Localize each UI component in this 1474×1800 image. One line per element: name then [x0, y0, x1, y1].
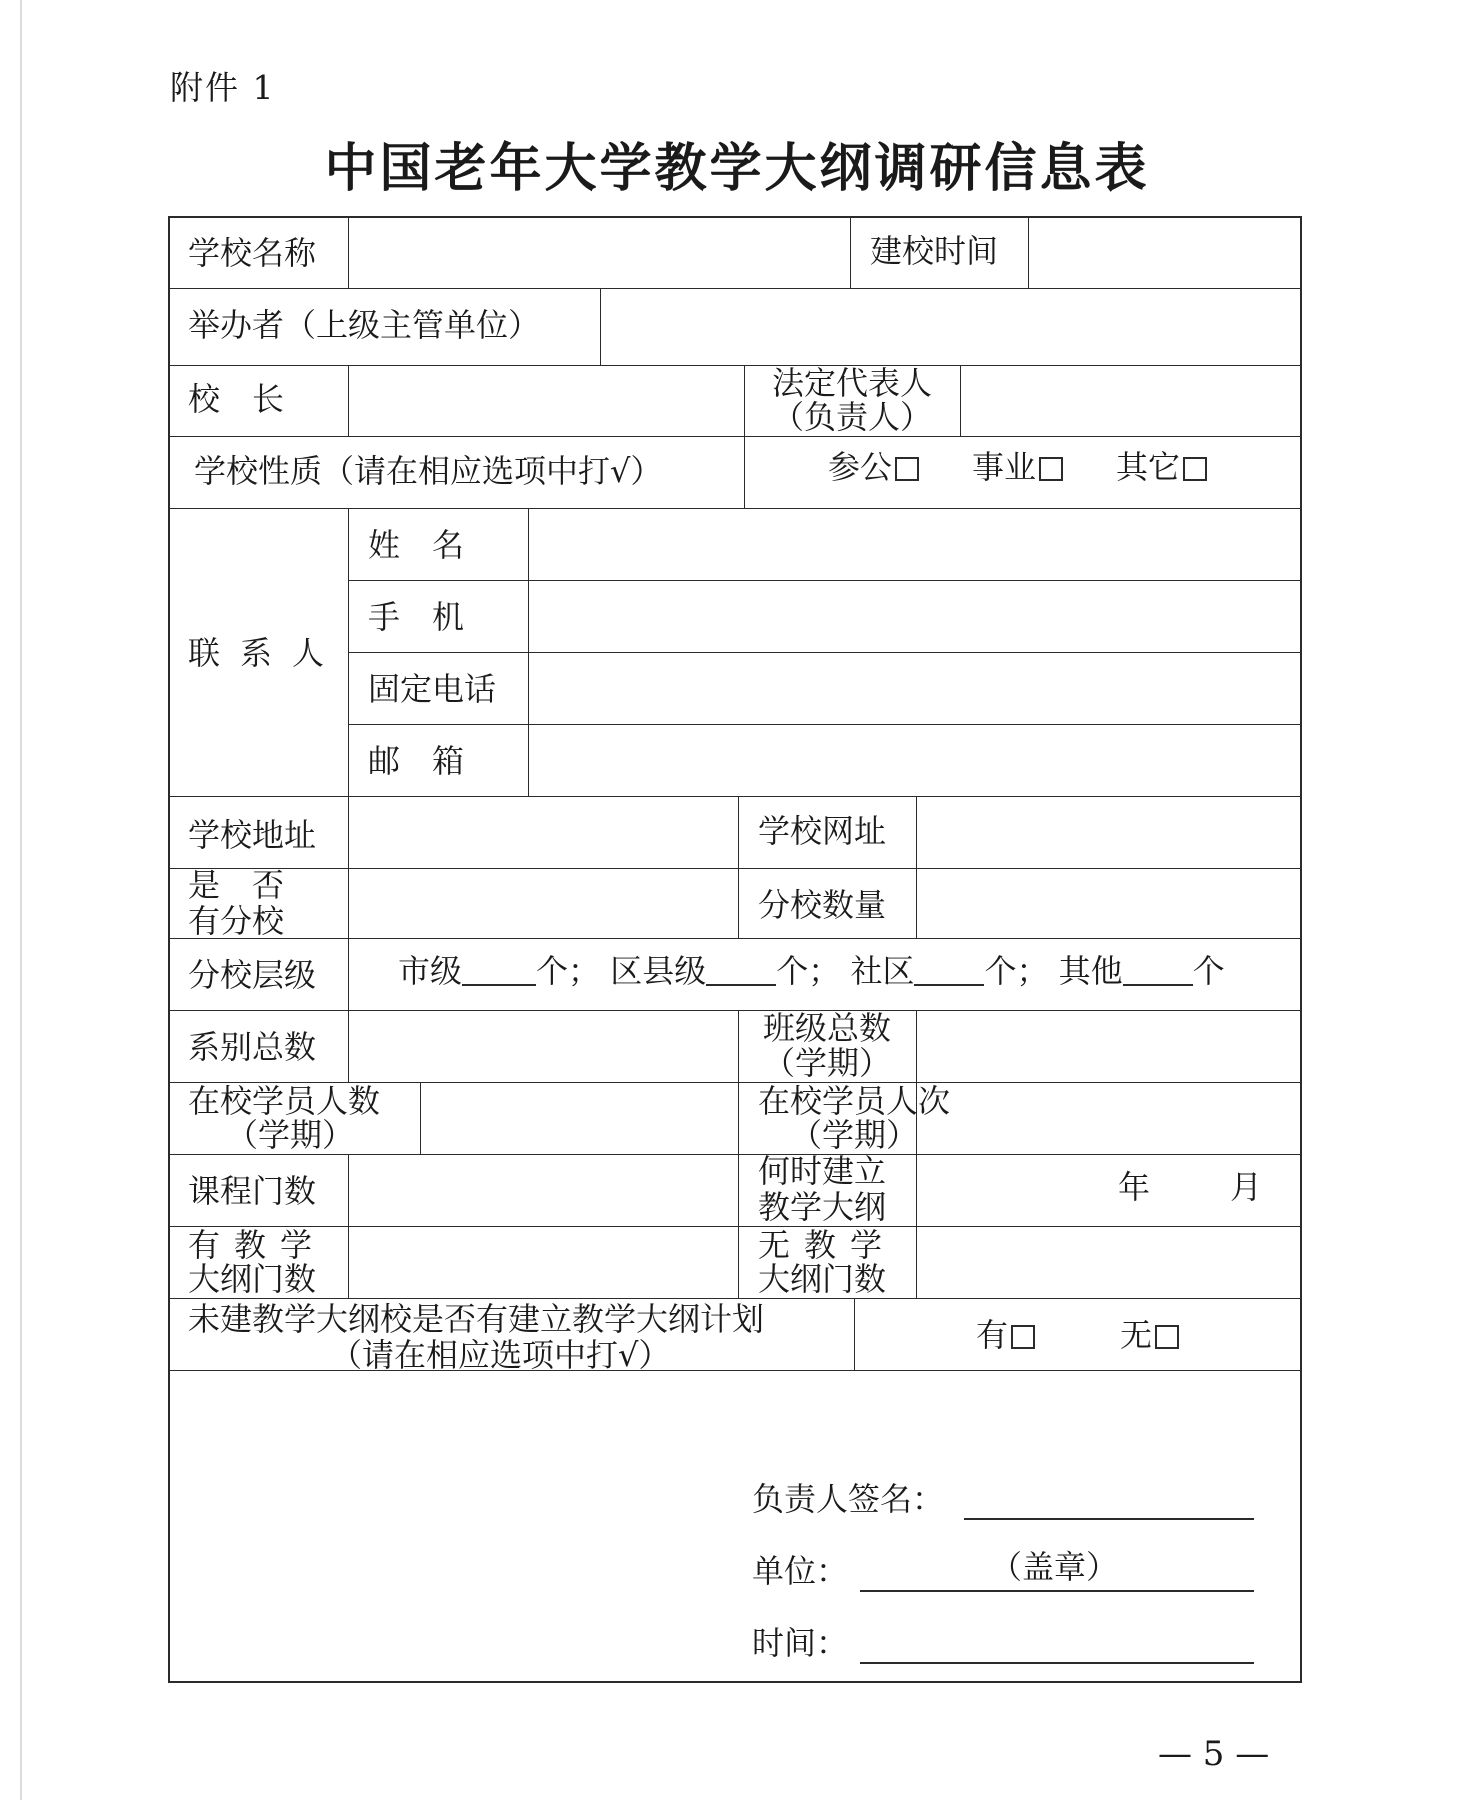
contact-name-label: 姓 名 [368, 526, 465, 564]
contact-label: 联系人 [188, 634, 345, 672]
school-name-label: 学校名称 [188, 234, 317, 272]
address-label: 学校地址 [188, 816, 317, 854]
other-count-blank[interactable] [1123, 984, 1193, 986]
principal-label: 校 长 [188, 380, 285, 418]
branch-level-label: 分校层级 [188, 956, 317, 994]
has-branch-label-line1: 是 否 [188, 866, 285, 904]
public-checkbox[interactable] [895, 457, 919, 481]
community-count-blank[interactable] [914, 984, 984, 986]
page-edge [20, 0, 22, 1800]
website-label: 学校网址 [758, 812, 887, 850]
page-number: — 5 — [1158, 1734, 1270, 1774]
unit-line[interactable] [860, 1590, 1254, 1592]
with-syllabus-label-line2: 大纲门数 [188, 1260, 317, 1298]
student-visits-label-line1: 在校学员人次 [758, 1082, 951, 1120]
unit-label: 单位： [752, 1552, 849, 1590]
year-label: 年 [1118, 1168, 1151, 1206]
without-syllabus-label-line1: 无教学 [758, 1226, 897, 1264]
dept-total-label: 系别总数 [188, 1028, 317, 1066]
date-line[interactable] [860, 1662, 1254, 1664]
month-label: 月 [1230, 1168, 1263, 1206]
date-label: 时间： [752, 1624, 849, 1662]
nature-option-public[interactable]: 参公 [828, 450, 919, 484]
other-checkbox[interactable] [1183, 457, 1207, 481]
course-count-label: 课程门数 [188, 1172, 317, 1210]
contact-mobile-label: 手 机 [368, 598, 465, 636]
signer-label: 负责人签名： [752, 1480, 945, 1518]
city-count-blank[interactable] [462, 984, 536, 986]
legal-rep-label-line1: 法定代表人 [771, 364, 932, 402]
organizer-label: 举办者（上级主管单位） [188, 306, 541, 344]
signer-line[interactable] [964, 1518, 1254, 1520]
plan-label-line2: （请在相应选项中打√） [330, 1336, 671, 1374]
without-syllabus-label-line2: 大纲门数 [758, 1260, 887, 1298]
with-syllabus-label-line1: 有教学 [188, 1226, 327, 1264]
students-label-line1: 在校学员人数 [188, 1082, 381, 1120]
branch-level-breakdown: 市级 个； 区县级 个； 社区 个； 其他 个 [398, 952, 1225, 990]
students-label-line2: （学期） [226, 1116, 355, 1154]
nature-option-other[interactable]: 其它 [1116, 450, 1207, 484]
plan-label-line1: 未建教学大纲校是否有建立教学大纲计划 [188, 1300, 765, 1338]
school-nature-label: 学校性质（请在相应选项中打√） [194, 452, 663, 490]
student-visits-label-line2: （学期） [790, 1116, 919, 1154]
class-total-label-line2: （学期） [762, 1044, 891, 1082]
survey-form-table [168, 216, 1302, 1683]
has-branch-label-line2: 有分校 [188, 902, 285, 940]
founded-label: 建校时间 [870, 232, 999, 270]
attachment-label: 附件 1 [170, 68, 276, 107]
nature-option-institution[interactable]: 事业 [972, 450, 1063, 484]
plan-option-yes[interactable]: 有 [976, 1318, 1035, 1352]
syllabus-when-label-line1: 何时建立 [758, 1152, 887, 1190]
contact-email-label: 邮 箱 [368, 742, 465, 780]
district-count-blank[interactable] [706, 984, 776, 986]
contact-phone-label: 固定电话 [368, 670, 497, 708]
class-total-label-line1: 班级总数 [762, 1009, 891, 1047]
plan-yes-checkbox[interactable] [1011, 1325, 1035, 1349]
plan-no-checkbox[interactable] [1155, 1325, 1179, 1349]
legal-rep-label-line2: （负责人） [771, 398, 932, 436]
plan-option-no[interactable]: 无 [1120, 1318, 1179, 1352]
form-title: 中国老年大学教学大纲调研信息表 [324, 138, 1150, 199]
syllabus-when-label-line2: 教学大纲 [758, 1188, 887, 1226]
institution-checkbox[interactable] [1039, 457, 1063, 481]
branch-count-label: 分校数量 [758, 886, 887, 924]
seal-label: （盖章） [990, 1548, 1119, 1586]
